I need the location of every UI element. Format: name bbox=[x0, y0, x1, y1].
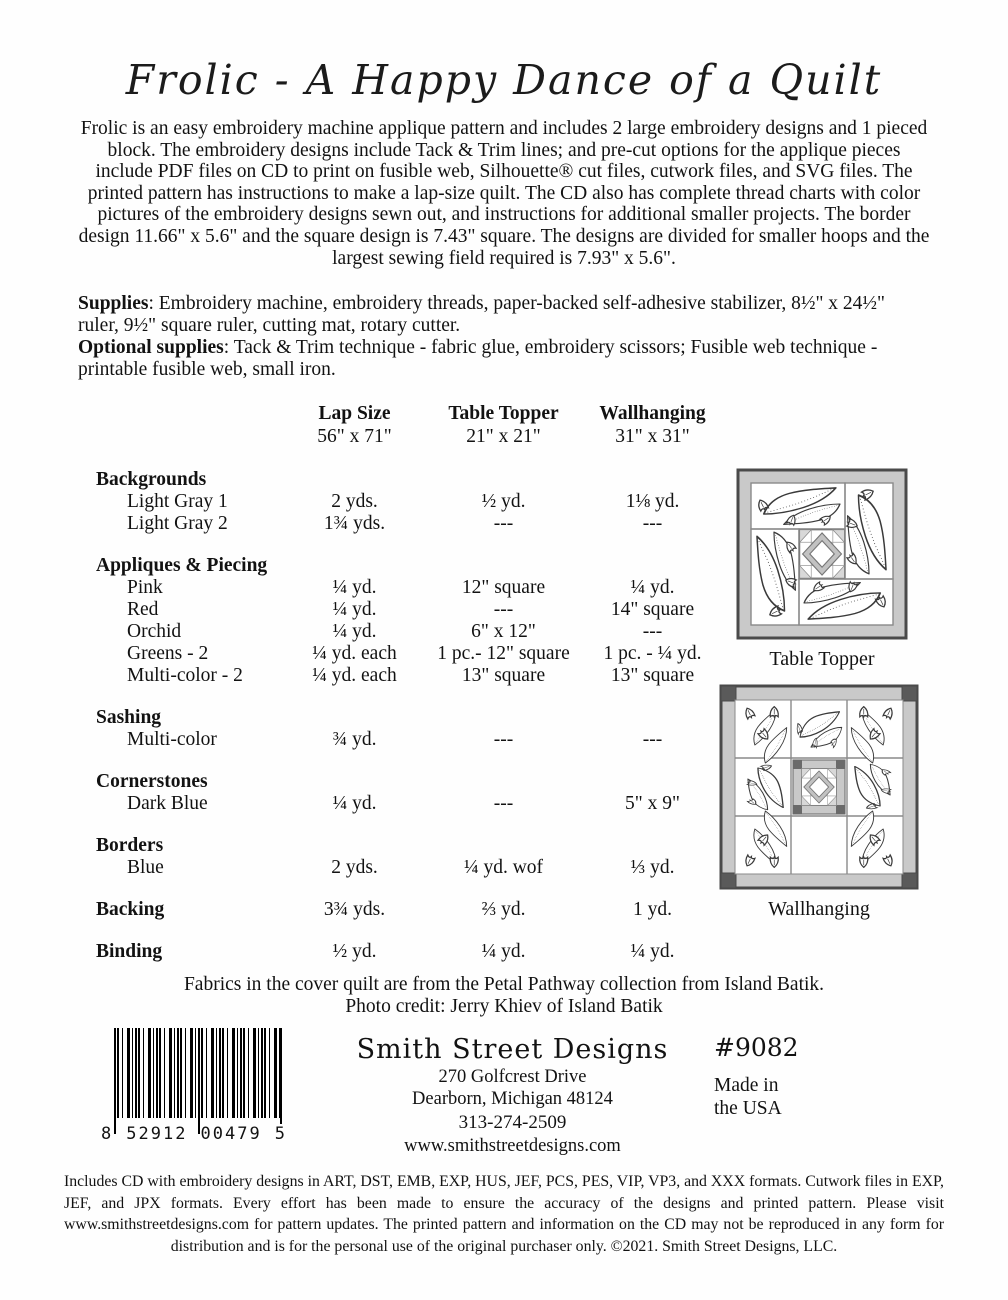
row-label: Orchid bbox=[127, 621, 182, 643]
optional-supplies-line bbox=[78, 337, 930, 381]
cell-wallhanging: ¼ yd. bbox=[630, 577, 675, 599]
cell-table-topper: ⅔ yd. bbox=[481, 899, 526, 921]
cell-lap-size: ¼ yd. bbox=[332, 793, 377, 815]
row-label: Red bbox=[127, 599, 159, 621]
section-header-borders: Borders bbox=[96, 835, 164, 857]
section-header-row bbox=[96, 469, 728, 491]
table-topper-image bbox=[736, 468, 908, 640]
cell-wallhanging: 1⅛ yd. bbox=[625, 491, 680, 513]
supplies-label: Supplies bbox=[78, 293, 149, 315]
row-label: Dark Blue bbox=[127, 793, 208, 815]
section-header-backgrounds: Backgrounds bbox=[96, 469, 207, 491]
optional-supplies-label: Optional supplies bbox=[78, 337, 224, 359]
cell-lap-size: 2 yds. bbox=[331, 491, 378, 513]
table-row bbox=[96, 577, 728, 599]
cell-table-topper: 1 pc.- 12" square bbox=[437, 643, 570, 665]
supplies-line bbox=[78, 293, 930, 337]
barcode-digits bbox=[100, 1124, 288, 1144]
section-header-row bbox=[96, 771, 728, 793]
cell-lap-size: 3¾ yds. bbox=[323, 899, 386, 921]
table-row-backing bbox=[96, 899, 728, 921]
table-row bbox=[96, 665, 728, 687]
publisher-website: www.smithstreetdesigns.com bbox=[404, 1136, 621, 1157]
cell-wallhanging: ⅓ yd. bbox=[630, 857, 675, 879]
section-header-binding: Binding bbox=[96, 941, 163, 963]
materials-table bbox=[96, 403, 728, 963]
cell-table-topper: 13" square bbox=[461, 665, 546, 687]
wallhanging-image bbox=[719, 684, 919, 890]
cell-lap-size: ¾ yd. bbox=[332, 729, 377, 751]
publisher-address2: Dearborn, Michigan 48124 bbox=[412, 1089, 613, 1110]
row-label: Blue bbox=[127, 857, 164, 879]
barcode-digit-group: 5 bbox=[274, 1124, 287, 1145]
cell-table-topper: --- bbox=[493, 513, 514, 535]
section-header-cornerstones: Cornerstones bbox=[96, 771, 208, 793]
photo-credit-line: Photo credit: Jerry Khiev of Island Batik bbox=[345, 996, 663, 1018]
page-title: Frolic - A Happy Dance of a Quilt bbox=[125, 56, 883, 104]
cell-wallhanging: 5" x 9" bbox=[625, 793, 680, 815]
cell-lap-size: ¼ yd. bbox=[332, 621, 377, 643]
row-label: Light Gray 2 bbox=[127, 513, 228, 535]
table-row bbox=[96, 729, 728, 751]
section-header-backing: Backing bbox=[96, 899, 165, 921]
cell-wallhanging: ¼ yd. bbox=[630, 941, 675, 963]
fabric-credits bbox=[0, 974, 1008, 1018]
intro-paragraph: Frolic is an easy embroidery machine applique pattern and includes 2 large embroidery designs and 1 pieced block. The embroidery designs include Tack & Trim lines; and pre-cut options for the applique pieces include PDF files on CD to print on fusible web, Silhouette® cut files, cutwork files, and SVG files. The printed pattern has instructions to make a lap-size quilt. The CD also has complete thread charts with color pictures of the embroidery designs sewn out, and instructions for additional smaller projects. The border design 11.66" x 5.6" and the square design is 7.43" square. The designs are divided for smaller hoops and the largest sewing field required is 7.93" x 5.6". bbox=[78, 118, 930, 269]
table-row bbox=[96, 513, 728, 535]
cell-table-topper: --- bbox=[493, 793, 514, 815]
row-label: Pink bbox=[127, 577, 163, 599]
row-label: Light Gray 1 bbox=[127, 491, 228, 513]
publisher-block bbox=[315, 1026, 710, 1157]
cell-lap-size: ½ yd. bbox=[332, 941, 377, 963]
cell-table-topper: ¼ yd. bbox=[481, 941, 526, 963]
optional-supplies-text: : Tack & Trim technique - fabric glue, embroidery scissors; Fusible web technique - printable fusible web, small iron. bbox=[78, 337, 878, 381]
footer bbox=[100, 1026, 1008, 1157]
publisher-address1: 270 Golfcrest Drive bbox=[438, 1067, 587, 1088]
cell-table-topper: ¼ yd. wof bbox=[463, 857, 544, 879]
row-label: Greens - 2 bbox=[127, 643, 209, 665]
table-topper-caption: Table Topper bbox=[769, 648, 875, 670]
cell-lap-size: ¼ yd. bbox=[332, 599, 377, 621]
column-size-table-topper: 21" x 21" bbox=[466, 426, 541, 448]
wallhanging-caption: Wallhanging bbox=[768, 898, 870, 920]
column-size-lap-size: 56" x 71" bbox=[317, 426, 392, 448]
table-row bbox=[96, 599, 728, 621]
row-label: Multi-color - 2 bbox=[127, 665, 243, 687]
cell-table-topper: --- bbox=[493, 729, 514, 751]
table-row bbox=[96, 793, 728, 815]
item-info-block bbox=[710, 1026, 1008, 1120]
section-header-row bbox=[96, 707, 728, 729]
made-in-label: Made in the USA bbox=[714, 1075, 782, 1120]
section-header-row bbox=[96, 835, 728, 857]
cell-wallhanging: --- bbox=[642, 513, 663, 535]
cell-wallhanging: 14" square bbox=[610, 599, 695, 621]
cell-table-topper: 12" square bbox=[461, 577, 546, 599]
wallhanging-figure bbox=[719, 684, 919, 921]
column-header-lap-size: Lap Size bbox=[318, 403, 391, 425]
barcode-digit-group: 00479 bbox=[200, 1124, 262, 1145]
table-row bbox=[96, 857, 728, 879]
table-row bbox=[96, 643, 728, 665]
legal-paragraph: Includes CD with embroidery designs in ART, DST, EMB, EXP, HUS, JEF, PCS, PES, VIP, VP3, and XXX formats. Cutwork files in EXP, JEF, and JPX formats. Every effort has been made to ensure the accuracy of the designs and printed pattern. Please visit www.smithstreetdesigns.com for pattern updates. The printed pattern and information on the CD may not be reproduced in any form for distribution and is for the personal use of the original purchaser only. ©2021. Smith Street Designs, LLC. bbox=[64, 1173, 944, 1255]
section-header-appliques-piecing: Appliques & Piecing bbox=[96, 555, 268, 577]
row-label: Multi-color bbox=[127, 729, 217, 751]
section-header-sashing: Sashing bbox=[96, 707, 162, 729]
cell-table-topper: ½ yd. bbox=[481, 491, 526, 513]
fabric-credit-line: Fabrics in the cover quilt are from the Petal Pathway collection from Island Batik. bbox=[183, 974, 825, 996]
column-header-table-topper: Table Topper bbox=[448, 403, 559, 425]
column-header-wallhanging: Wallhanging bbox=[599, 403, 706, 425]
section-header-row bbox=[96, 555, 728, 577]
cell-lap-size: ¼ yd. each bbox=[312, 643, 397, 665]
item-number: #9082 bbox=[714, 1033, 799, 1063]
table-row-binding bbox=[96, 941, 728, 963]
cell-table-topper: --- bbox=[493, 599, 514, 621]
column-size-wallhanging: 31" x 31" bbox=[615, 426, 690, 448]
publisher-name: Smith Street Designs bbox=[356, 1034, 669, 1066]
cell-wallhanging: 13" square bbox=[610, 665, 695, 687]
barcode-digit-group: 52912 bbox=[126, 1124, 188, 1145]
barcode bbox=[100, 1028, 288, 1152]
table-row bbox=[96, 491, 728, 513]
table-row bbox=[96, 621, 728, 643]
table-topper-figure bbox=[736, 468, 908, 671]
cell-lap-size: 1¾ yds. bbox=[323, 513, 386, 535]
cell-wallhanging: --- bbox=[642, 621, 663, 643]
supplies-block bbox=[78, 293, 930, 381]
cell-wallhanging: 1 pc. - ¼ yd. bbox=[603, 643, 702, 665]
cell-wallhanging: 1 yd. bbox=[633, 899, 672, 921]
supplies-text: : Embroidery machine, embroidery threads, paper-backed self-adhesive stabilizer, 8½" x 24½" ruler, 9½" square ruler, cutting mat, rotary cutter. bbox=[78, 293, 885, 337]
cell-table-topper: 6" x 12" bbox=[471, 621, 536, 643]
publisher-phone: 313-274-2509 bbox=[458, 1112, 567, 1134]
table-header-row bbox=[96, 403, 728, 449]
cell-lap-size: ¼ yd. each bbox=[312, 665, 397, 687]
barcode-digit-group: 8 bbox=[101, 1124, 114, 1145]
cell-lap-size: 2 yds. bbox=[331, 857, 378, 879]
cell-wallhanging: --- bbox=[642, 729, 663, 751]
cell-lap-size: ¼ yd. bbox=[332, 577, 377, 599]
